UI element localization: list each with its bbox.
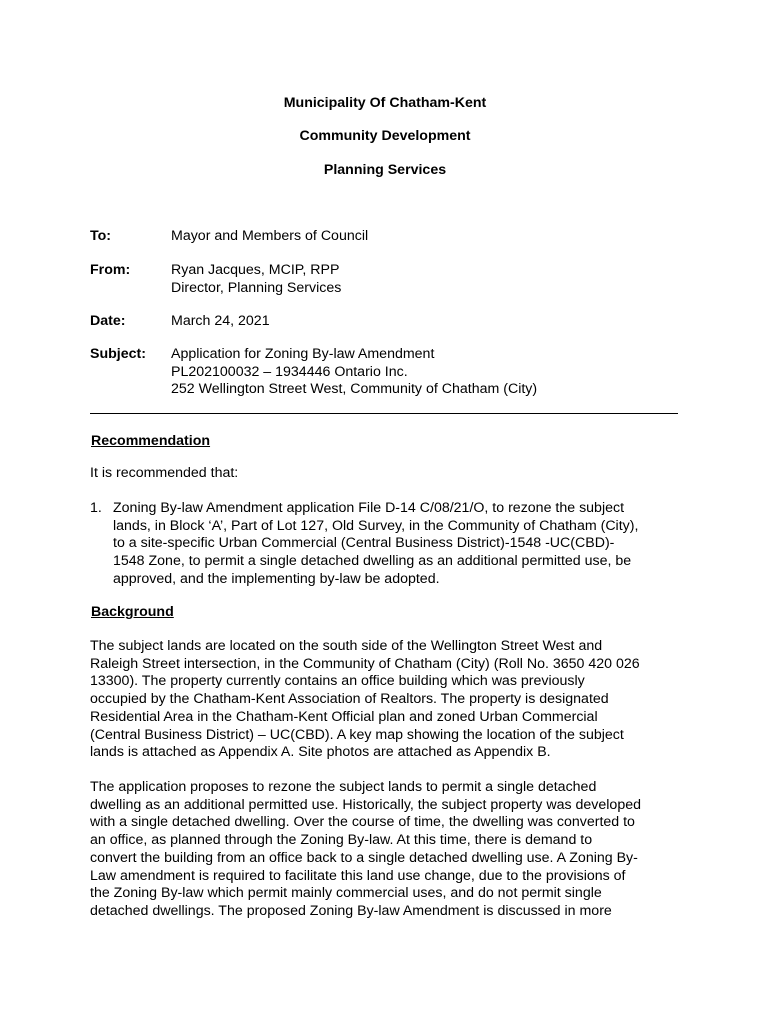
subject-label: Subject: — [90, 346, 146, 362]
text-line: (Central Business District) – UC(CBD). A key map showing the location of the subject — [90, 726, 624, 743]
recommendation-heading: Recommendation — [91, 433, 211, 449]
subject-line: 252 Wellington Street West, Community of Chatham (City) — [171, 381, 538, 397]
subject-line: PL202100032 – 1934446 Ontario Inc. — [171, 363, 408, 380]
text-line: 13300). The property currently contains an office building which was previously — [90, 673, 585, 690]
text-line: 1548 Zone, to permit a single detached dwelling as an additional permitted use, be — [113, 553, 632, 570]
background-heading: Background — [91, 604, 174, 620]
to-value: Mayor and Members of Council — [171, 228, 369, 244]
recommendation-item — [113, 500, 680, 589]
department-heading: Community Development — [299, 128, 471, 144]
background-paragraph-2 — [90, 779, 680, 921]
from-title: Director, Planning Services — [171, 279, 342, 296]
date-value: March 24, 2021 — [171, 313, 270, 329]
from-name: Ryan Jacques, MCIP, RPP — [171, 262, 340, 278]
from-value — [171, 262, 341, 297]
text-line: lands, in Block ‘A’, Part of Lot 127, Old Survey, in the Community of Chatham (City), — [113, 517, 639, 534]
text-line: Raleigh Street intersection, in the Community of Chatham (City) (Roll No. 3650 420 026 — [90, 655, 640, 672]
text-line: with a single detached dwelling. Over the course of time, the dwelling was converted to — [90, 814, 635, 831]
background-paragraph-1 — [90, 638, 680, 762]
recommendation-intro: It is recommended that: — [90, 465, 239, 481]
text-line: Law amendment is required to facilitate this land use change, due to the provisions of — [90, 867, 626, 884]
text-line: occupied by the Chatham-Kent Association of Realtors. The property is designated — [90, 691, 609, 708]
list-item-number: 1. — [90, 500, 102, 516]
text-line: The application proposes to rezone the subject lands to permit a single detached — [90, 779, 597, 795]
text-line: Residential Area in the Chatham-Kent Official plan and zoned Urban Commercial — [90, 708, 598, 725]
to-label: To: — [90, 228, 112, 244]
text-line: The subject lands are located on the south side of the Wellington Street West and — [90, 638, 603, 654]
text-line: the Zoning By-law which permit mainly commercial uses, and do not permit single — [90, 885, 602, 902]
date-label: Date: — [90, 313, 126, 329]
division-heading: Planning Services — [323, 162, 447, 178]
text-line: convert the building from an office back to a single detached dwelling use. A Zoning By- — [90, 849, 638, 866]
from-label: From: — [90, 262, 131, 278]
text-line: detached dwellings. The proposed Zoning By-law Amendment is discussed in more — [90, 902, 612, 919]
subject-line: Application for Zoning By-law Amendment — [171, 346, 435, 362]
text-line: approved, and the implementing by-law be adopted. — [113, 570, 440, 587]
text-line: Zoning By-law Amendment application File D-14 C/08/21/O, to rezone the subject — [113, 500, 625, 516]
municipality-heading: Municipality Of Chatham-Kent — [283, 95, 487, 111]
text-line: lands is attached as Appendix A. Site photos are attached as Appendix B. — [90, 744, 551, 761]
text-line: an office, as planned through the Zoning By-law. At this time, there is demand to — [90, 832, 593, 849]
horizontal-divider — [90, 413, 678, 414]
text-line: to a site-specific Urban Commercial (Central Business District)-1548 -UC(CBD)- — [113, 535, 615, 552]
subject-value — [171, 346, 537, 399]
text-line: dwelling as an additional permitted use. Historically, the subject property was developed — [90, 796, 641, 813]
